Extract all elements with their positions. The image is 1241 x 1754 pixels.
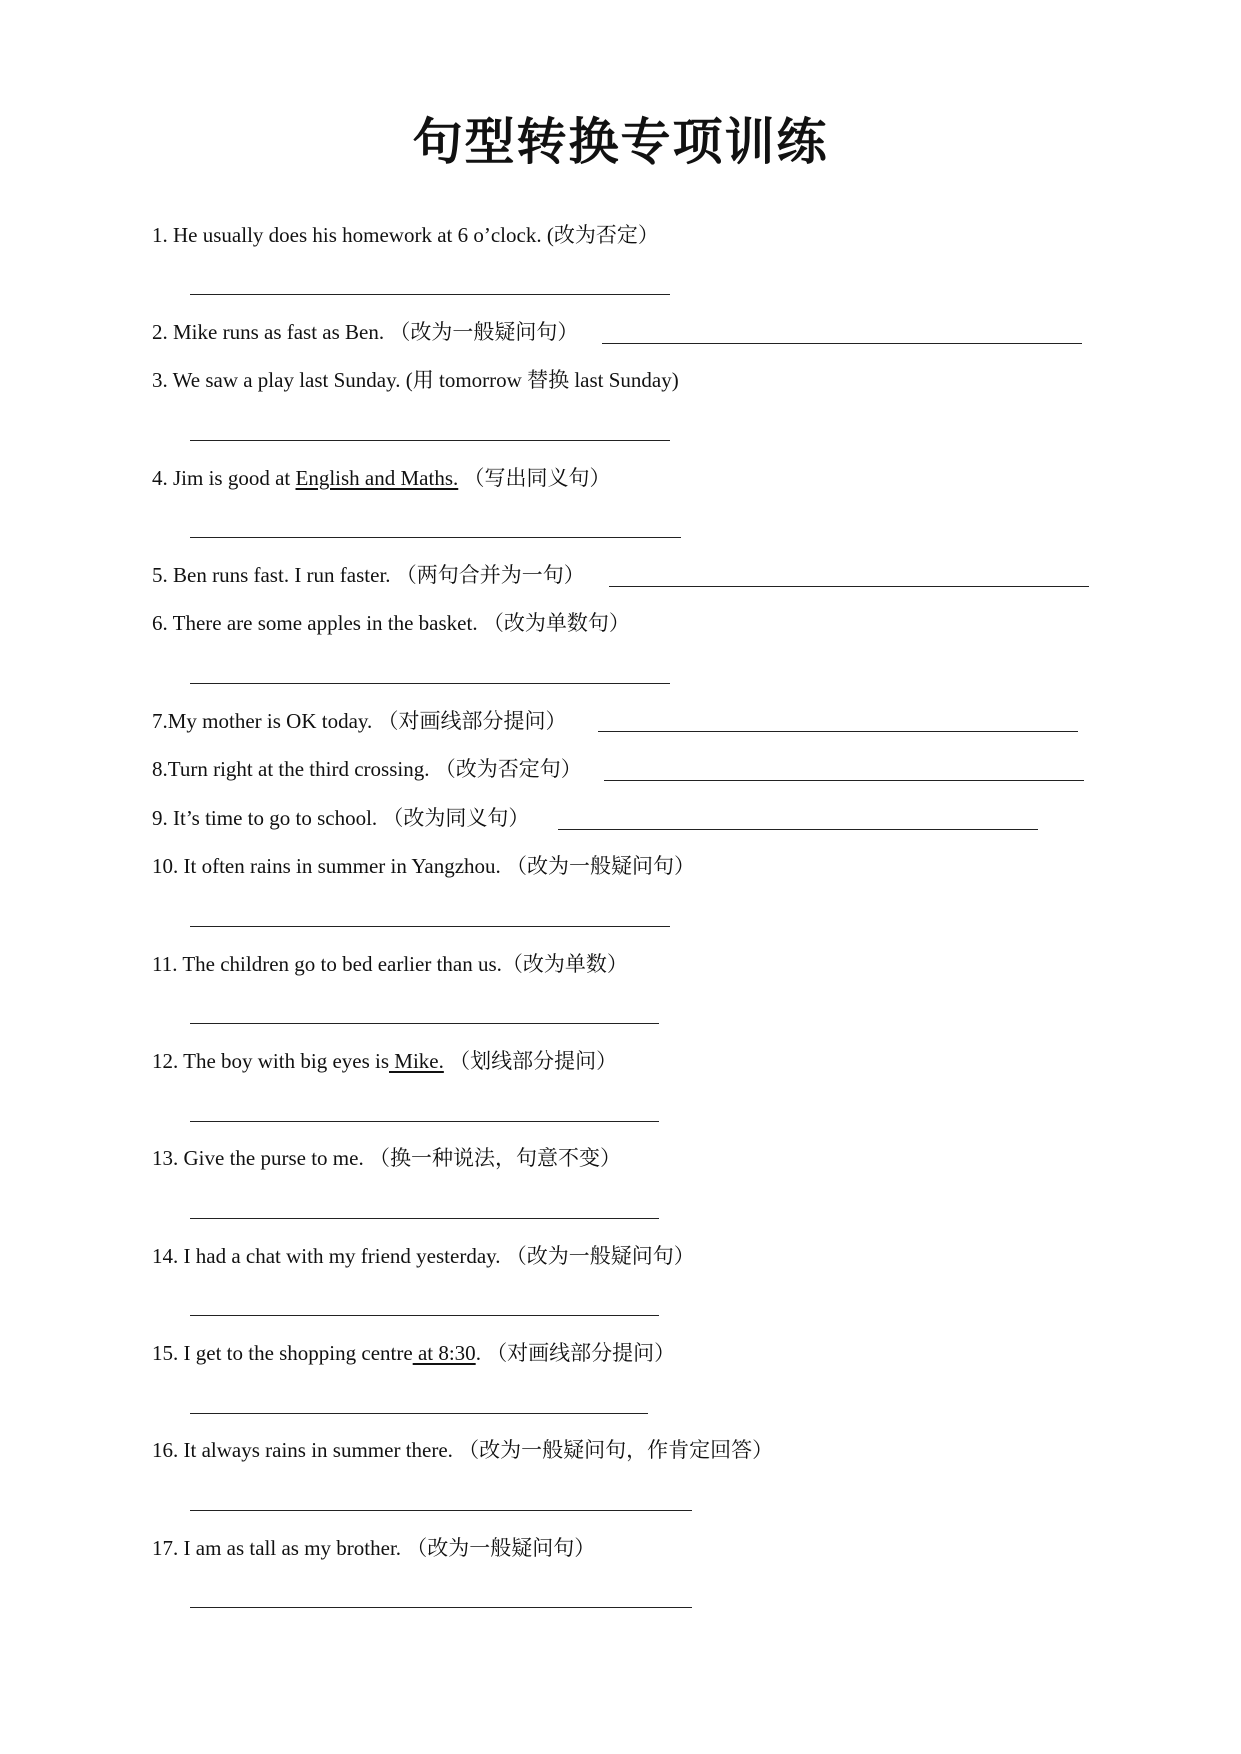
answer-line-9[interactable] (558, 829, 1038, 830)
answer-line-11[interactable] (190, 1023, 659, 1024)
answer-line-13[interactable] (190, 1218, 659, 1219)
question-5: 5. Ben runs fast. I run faster. （两句合并为一句） (152, 563, 585, 587)
question-4-underlined: English and Maths. (295, 466, 459, 490)
question-9: 9. It’s time to go to school. （改为同义句） (152, 806, 530, 830)
answer-line-17[interactable] (190, 1607, 692, 1608)
question-4-lead: 4. Jim is good at (152, 466, 296, 490)
question-12-lead: 12. The boy with big eyes is (152, 1049, 390, 1073)
question-13: 13. Give the purse to me. （换一种说法，句意不变） (152, 1146, 621, 1170)
question-16: 16. It always rains in summer there. （改为一般疑问句，作肯定回答） (152, 1438, 774, 1462)
answer-line-1[interactable] (190, 294, 670, 295)
question-4 (152, 464, 611, 492)
question-15-lead: 15. I get to the shopping centre (152, 1341, 413, 1365)
answer-line-8[interactable] (604, 780, 1084, 781)
answer-line-6[interactable] (190, 683, 670, 684)
answer-line-2[interactable] (602, 343, 1082, 344)
question-12 (152, 1047, 617, 1075)
question-7: 7.My mother is OK today. （对画线部分提问） (152, 709, 567, 733)
question-15-underlined: at 8:30 (412, 1341, 476, 1365)
question-12-underlined: Mike. (389, 1049, 444, 1073)
question-12-instruction: （划线部分提问） (443, 1049, 618, 1073)
question-15-instruction: . （对画线部分提问） (475, 1341, 676, 1365)
answer-line-4[interactable] (190, 537, 681, 538)
worksheet-title: 句型转换专项训练 (412, 114, 829, 170)
question-2: 2. Mike runs as fast as Ben. （改为一般疑问句） (152, 320, 579, 344)
question-6: 6. There are some apples in the basket. （改为单数句） (152, 611, 630, 635)
question-4-instruction: （写出同义句） (458, 466, 611, 490)
answer-line-16[interactable] (190, 1510, 692, 1511)
answer-line-7[interactable] (598, 731, 1078, 732)
question-11: 11. The children go to bed earlier than us.（改为单数） (152, 952, 628, 976)
question-15 (152, 1339, 675, 1367)
question-1: 1. He usually does his homework at 6 o’clock. (改为否定） (152, 223, 659, 247)
answer-line-15[interactable] (190, 1413, 648, 1414)
answer-line-14[interactable] (190, 1315, 659, 1316)
question-10: 10. It often rains in summer in Yangzhou. （改为一般疑问句） (152, 854, 696, 878)
answer-line-12[interactable] (190, 1121, 659, 1122)
question-3: 3. We saw a play last Sunday. (用 tomorrow 替换 last Sunday) (152, 368, 679, 392)
question-8: 8.Turn right at the third crossing. （改为否定句） (152, 757, 582, 781)
question-17: 17. I am as tall as my brother. （改为一般疑问句） (152, 1536, 596, 1560)
answer-line-3[interactable] (190, 440, 670, 441)
answer-line-10[interactable] (190, 926, 670, 927)
answer-line-5[interactable] (609, 586, 1089, 587)
question-14: 14. I had a chat with my friend yesterday. （改为一般疑问句） (152, 1244, 695, 1268)
